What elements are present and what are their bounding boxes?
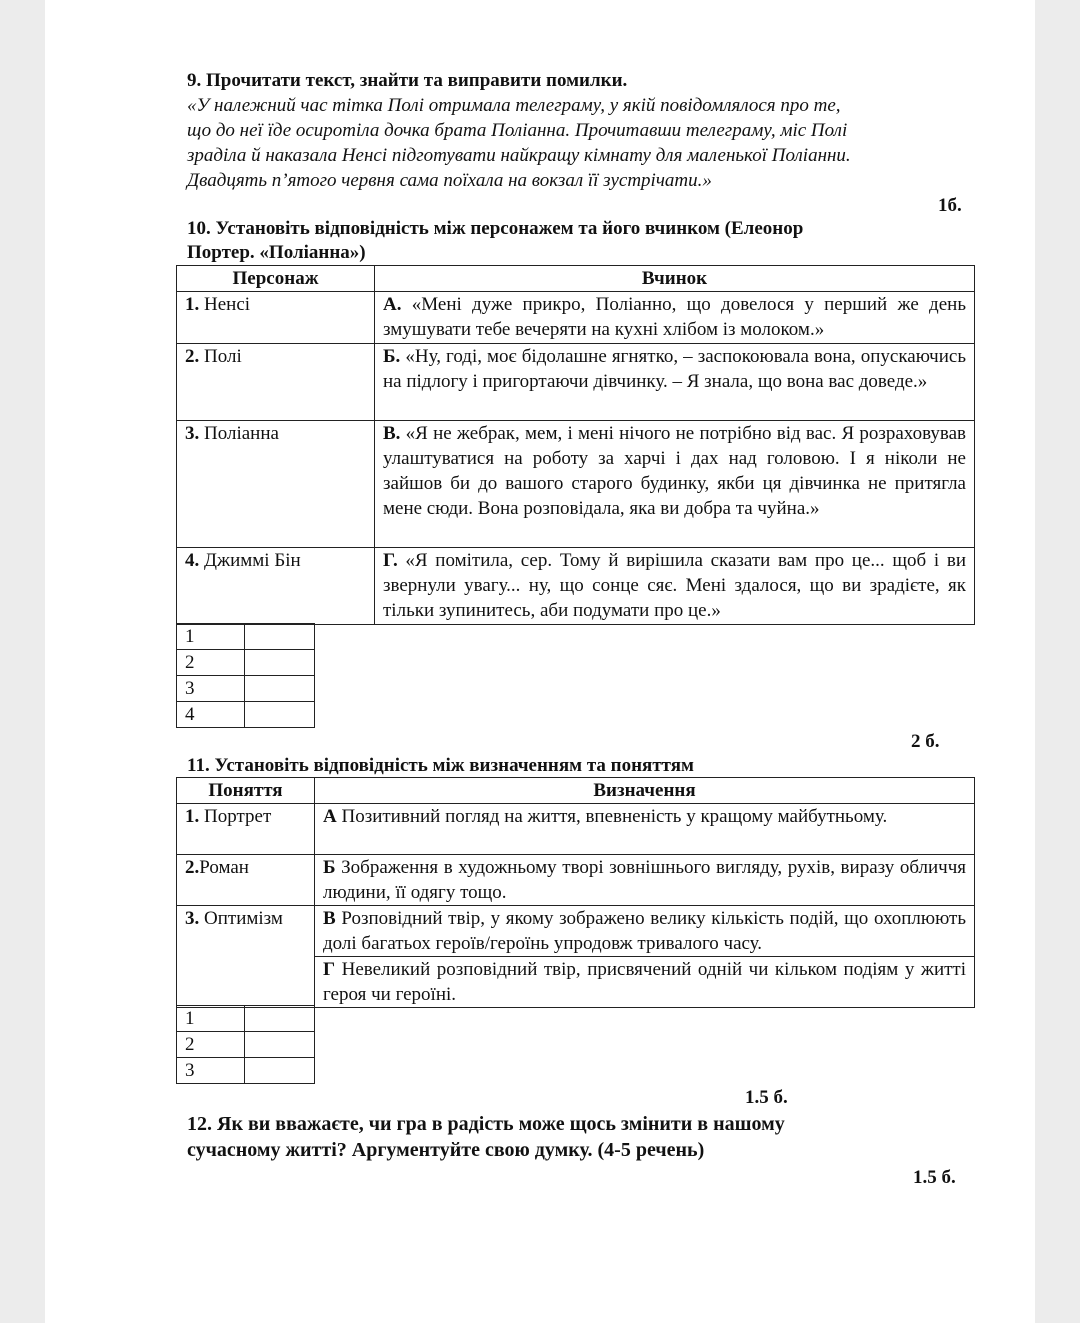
answer-cell[interactable]	[245, 624, 315, 650]
document-page	[45, 0, 1035, 1323]
answer-number: 2	[177, 650, 245, 676]
answer-number: 1	[177, 624, 245, 650]
q9-line-1: «У належний час тітка Полі отримала телеграму, у якій повідомлялося про те,	[187, 95, 841, 116]
table-row	[177, 906, 975, 957]
definition-cell: В Розповідний твір, у якому зображено велику кількість подій, що охоплюють долі багатьох героїв/героїнь упродовж тривалого часу.	[315, 906, 975, 957]
q10-title-line-1: 10. Установіть відповідність між персонажем та його вчинком (Елеонор	[187, 218, 804, 239]
answer-number: 4	[177, 702, 245, 728]
action-cell: В. «Я не жебрак, мем, і мені нічого не потрібно від вас. Я розраховував улаштуватися на роботу за харчі і дах над головою. І я ніколи не зайшов би до вашого старого будинку, якби ця дівчинка не притягла мене сюди. Вона розповідала, яка ви добра та чуйна.»	[375, 421, 975, 548]
answer-cell[interactable]	[245, 702, 315, 728]
answer-number: 1	[177, 1006, 245, 1032]
q11-title: 11. Установіть відповідність між визначенням та поняттям	[187, 755, 694, 776]
character-cell: 1. Ненсі	[177, 292, 375, 344]
q10-answer-grid	[176, 623, 315, 728]
action-cell: Б. «Ну, годі, моє бідолашне ягнятко, – заспокоювала вона, опускаючись на підлогу і пригортаючи дівчинку. – Я знала, що вона вас доведе.»	[375, 344, 975, 421]
q12-title-line-1: 12. Як ви вважаєте, чи гра в радість може щось змінити в нашому	[187, 1113, 785, 1135]
answer-row	[177, 650, 315, 676]
answer-cell[interactable]	[245, 1032, 315, 1058]
q11-concept-table	[176, 777, 975, 1008]
table-row	[177, 292, 975, 344]
answer-number: 3	[177, 676, 245, 702]
action-cell: А. «Мені дуже прикро, Поліанно, що довелося у перший же день змушувати тебе вечеряти на кухні хлібом із молоком.»	[375, 292, 975, 344]
q10-points: 2 б.	[911, 731, 940, 752]
concept-cell: 3. Оптимізм	[177, 906, 315, 1008]
character-cell: 4. Джиммі Бін	[177, 548, 375, 625]
q11-answer-grid	[176, 1005, 315, 1084]
character-cell: 2. Полі	[177, 344, 375, 421]
table-row	[177, 421, 975, 548]
q9-line-4: Двадцять п’ятого червня сама поїхала на вокзал її зустрічати.»	[187, 170, 712, 191]
definition-cell: А Позитивний погляд на життя, впевненість у кращому майбутньому.	[315, 804, 975, 855]
answer-number: 3	[177, 1058, 245, 1084]
q9-points: 1б.	[938, 195, 962, 216]
action-cell: Г. «Я помітила, сер. Тому й вирішила сказати вам про це... щоб і ви звернули увагу... ну, що сонце сяє. Мені здалося, що ви зрадієте, як тільки зупинитесь, аби подумати про це.»	[375, 548, 975, 625]
table-row	[177, 804, 975, 855]
answer-cell[interactable]	[245, 676, 315, 702]
answer-row	[177, 676, 315, 702]
answer-row	[177, 1006, 315, 1032]
answer-cell[interactable]	[245, 1006, 315, 1032]
header-character: Персонаж	[177, 266, 375, 292]
answer-row	[177, 624, 315, 650]
answer-cell[interactable]	[245, 1058, 315, 1084]
q9-line-3: зраділа й наказала Ненсі підготувати найкращу кімнату для маленької Поліанни.	[187, 145, 851, 166]
q9-title: 9. Прочитати текст, знайти та виправити помилки.	[187, 70, 628, 91]
table-row	[177, 344, 975, 421]
answer-row	[177, 1032, 315, 1058]
q10-title-line-2: Портер. «Поліанна»)	[187, 242, 366, 263]
header-definition: Визначення	[315, 778, 975, 804]
answer-row	[177, 702, 315, 728]
character-cell: 3. Поліанна	[177, 421, 375, 548]
table-header-row	[177, 266, 975, 292]
concept-cell: 2.Роман	[177, 855, 315, 906]
table-row	[177, 548, 975, 625]
table-header-row	[177, 778, 975, 804]
definition-cell: Г Невеликий розповідний твір, присвячений одній чи кільком подіям у житті героя чи героїні.	[315, 957, 975, 1008]
q11-points: 1.5 б.	[745, 1087, 788, 1108]
q12-title-line-2: сучасному житті? Аргументуйте свою думку. (4-5 речень)	[187, 1139, 705, 1161]
q9-line-2: що до неї їде осиротіла дочка брата Поліанна. Прочитавши телеграму, міс Полі	[187, 120, 848, 141]
header-concept: Поняття	[177, 778, 315, 804]
table-row	[177, 855, 975, 906]
answer-cell[interactable]	[245, 650, 315, 676]
q12-points: 1.5 б.	[913, 1167, 956, 1188]
answer-number: 2	[177, 1032, 245, 1058]
answer-row	[177, 1058, 315, 1084]
q10-character-table	[176, 265, 975, 625]
header-action: Вчинок	[375, 266, 975, 292]
definition-cell: Б Зображення в художньому творі зовнішнього вигляду, рухів, виразу обличчя людини, її одягу тощо.	[315, 855, 975, 906]
concept-cell: 1. Портрет	[177, 804, 315, 855]
